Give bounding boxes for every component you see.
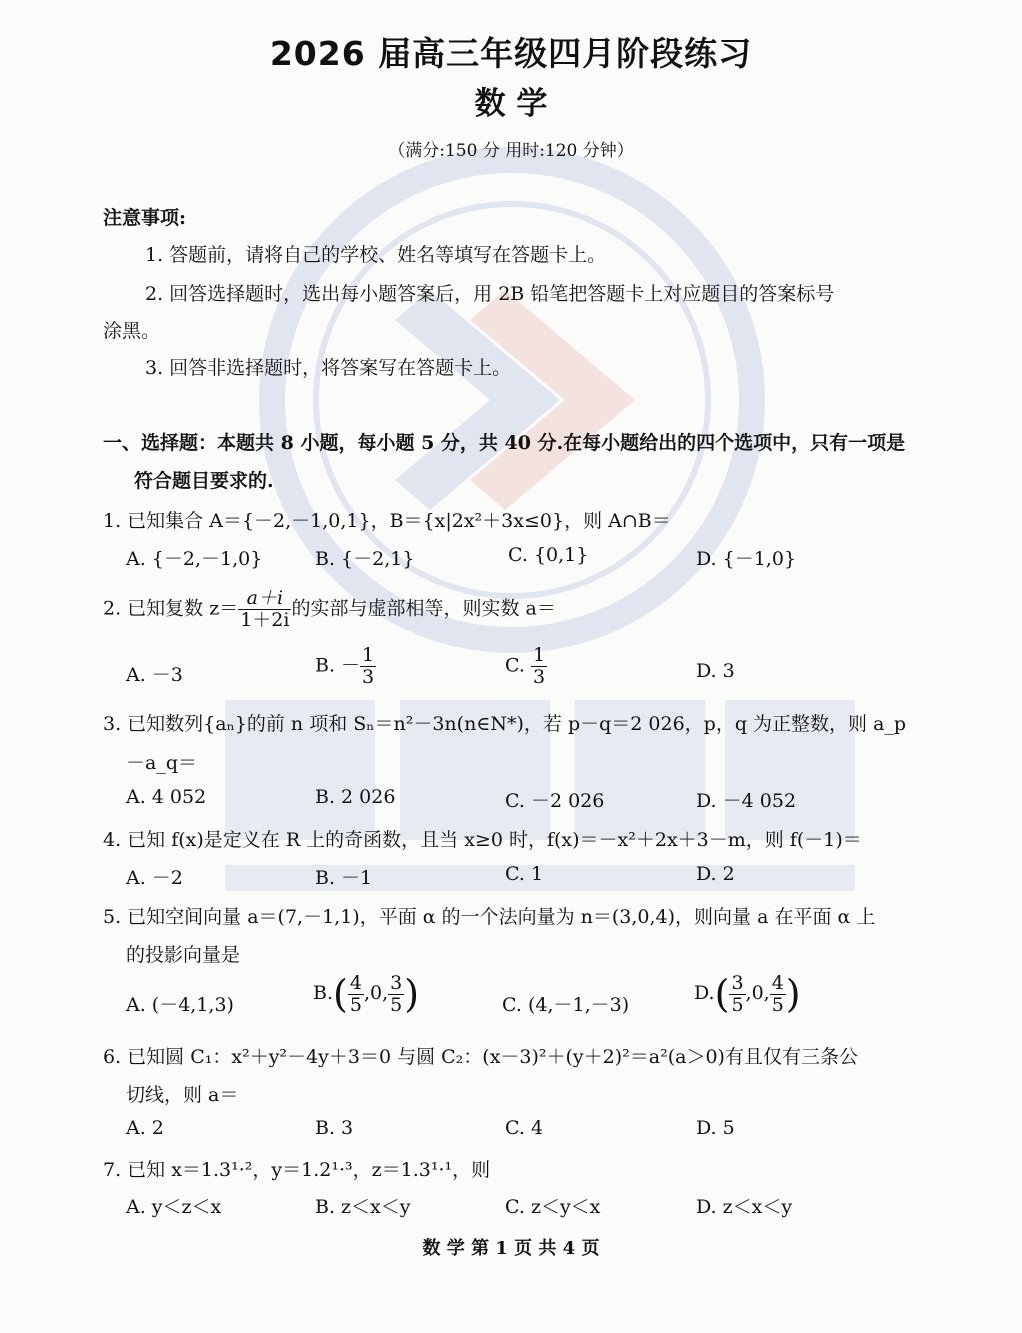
- question-2-option-a: A. －3: [126, 664, 183, 686]
- question-2-fraction: [238, 588, 291, 631]
- question-4-stem: 4. 已知 f(x)是定义在 R 上的奇函数，且当 x≥0 时，f(x)＝－x²＋2x＋3－m，则 f(－1)＝: [103, 829, 862, 851]
- notice-item-1: 1. 答题前，请将自己的学校、姓名等填写在答题卡上。: [145, 244, 607, 266]
- question-3-option-d: D. －4 052: [696, 790, 797, 812]
- question-3-option-a: A. 4 052: [126, 786, 207, 808]
- question-6-stem-cont: 切线，则 a＝: [126, 1084, 239, 1106]
- exam-subject: 数 学: [474, 86, 548, 122]
- exam-info: （满分:150 分 用时:120 分钟）: [388, 141, 634, 161]
- fraction-numerator: 1: [362, 644, 375, 666]
- right-paren-icon: ): [404, 972, 420, 1016]
- exam-title: 2026 届高三年级四月阶段练习: [269, 34, 753, 73]
- question-1-option-a: A. {－2,－1,0}: [126, 548, 263, 570]
- question-2-numerator: a＋i: [238, 588, 291, 610]
- fraction-numerator: 3: [390, 971, 403, 994]
- question-5-option-a: A. (－4,1,3): [126, 994, 234, 1016]
- question-2-option-b: [315, 645, 376, 688]
- question-5-stem-cont: 的投影向量是: [126, 944, 241, 966]
- question-2-option-c-fraction: [531, 645, 547, 688]
- question-2-denominator: 1＋2i: [240, 608, 290, 631]
- question-2-stem: [103, 588, 556, 631]
- question-3-stem: 3. 已知数列{aₙ}的前 n 项和 Sₙ＝n²－3n(n∈N*)，若 p－q＝2 026，p，q 为正整数，则 a_p: [103, 713, 907, 735]
- question-6-option-b: B. 3: [315, 1117, 354, 1139]
- question-4-option-d: D. 2: [696, 863, 735, 885]
- question-5-option-c: C. (4,－1,－3): [502, 994, 630, 1016]
- question-7-option-d: D. z＜x＜y: [696, 1196, 793, 1218]
- fraction-numerator: 4: [771, 971, 784, 994]
- question-2-option-c: [505, 645, 547, 688]
- vector-middle: ,0,: [363, 982, 389, 1004]
- fraction-denominator: 5: [731, 993, 744, 1016]
- question-3-stem-cont: －a_q＝: [126, 752, 197, 774]
- page-footer: 数 学 第 1 页 共 4 页: [422, 1238, 600, 1259]
- question-4-option-c: C. 1: [505, 863, 544, 885]
- question-6-option-d: D. 5: [696, 1117, 735, 1139]
- question-2-stem-pre: 2. 已知复数 z＝: [103, 597, 239, 620]
- fraction-denominator: 3: [532, 665, 546, 688]
- question-2-option-b-fraction: [360, 645, 376, 688]
- left-paren-icon: (: [333, 972, 348, 1016]
- section-heading-cont: 符合题目要求的.: [134, 470, 274, 492]
- fraction: [348, 973, 364, 1016]
- fraction: [388, 973, 404, 1016]
- notice-item-2: 2. 回答选择题时，选出每小题答案后，用 2B 铅笔把答题卡上对应题目的答案标号: [145, 283, 835, 305]
- question-5-option-d: [694, 972, 801, 1016]
- question-5-option-b-label: B.: [313, 982, 334, 1004]
- question-4-option-b: B. －1: [315, 867, 373, 889]
- question-2-option-b-label: B. －: [315, 654, 361, 677]
- question-5-stem: 5. 已知空间向量 a＝(7,－1,1)，平面 α 的一个法向量为 n＝(3,0,4)，则向量 a 在平面 α 上: [103, 906, 876, 928]
- question-1-option-c: C. {0,1}: [508, 544, 589, 566]
- question-6-stem: 6. 已知圆 C₁：x²＋y²－4y＋3＝0 与圆 C₂：(x－3)²＋(y＋2)²＝a²(a＞0)有且仅有三条公: [103, 1046, 858, 1068]
- question-6-option-c: C. 4: [505, 1117, 544, 1139]
- fraction-denominator: 5: [771, 993, 784, 1016]
- section-heading: 一、选择题：本题共 8 小题，每小题 5 分，共 40 分.在每小题给出的四个选项中，只有一项是: [103, 432, 906, 454]
- fraction-numerator: 4: [349, 971, 362, 994]
- left-paren-icon: (: [714, 972, 730, 1016]
- question-6-option-a: A. 2: [126, 1117, 164, 1139]
- fraction-numerator: 1: [532, 644, 546, 666]
- question-1-option-d: D. {－1,0}: [696, 548, 797, 570]
- question-7-option-b: B. z＜x＜y: [315, 1196, 411, 1218]
- fraction: [729, 973, 745, 1016]
- question-3-option-b: B. 2 026: [315, 786, 396, 808]
- question-7-option-c: C. z＜y＜x: [505, 1196, 601, 1218]
- question-7-option-a: A. y＜z＜x: [126, 1196, 222, 1218]
- right-paren-icon: ): [785, 972, 801, 1016]
- question-5-option-b: [313, 972, 419, 1016]
- question-4-option-a: A. －2: [126, 867, 183, 889]
- question-2-stem-post: 的实部与虚部相等，则实数 a＝: [291, 597, 556, 620]
- fraction-numerator: 3: [731, 971, 744, 994]
- question-7-stem: 7. 已知 x＝1.3¹·²，y＝1.2¹·³，z＝1.3¹·¹，则: [103, 1159, 491, 1181]
- question-2-option-c-label: C.: [505, 654, 531, 677]
- vector-middle: ,0,: [745, 982, 770, 1004]
- fraction-denominator: 5: [390, 993, 403, 1016]
- question-1-stem: 1. 已知集合 A＝{－2,－1,0,1}，B＝{x|2x²＋3x≤0}，则 A∩B＝: [103, 510, 671, 532]
- fraction-denominator: 3: [362, 665, 375, 688]
- fraction: [770, 973, 786, 1016]
- question-2-option-d: D. 3: [696, 660, 735, 682]
- question-1-option-b: B. {－2,1}: [315, 548, 415, 570]
- question-5-option-d-label: D.: [694, 982, 715, 1004]
- notice-item-3: 3. 回答非选择题时，将答案写在答题卡上。: [145, 357, 512, 379]
- question-3-option-c: C. －2 026: [505, 790, 605, 812]
- notice-item-2-cont: 涂黑。: [103, 320, 161, 342]
- notice-heading: 注意事项:: [103, 207, 187, 229]
- fraction-denominator: 5: [349, 993, 362, 1016]
